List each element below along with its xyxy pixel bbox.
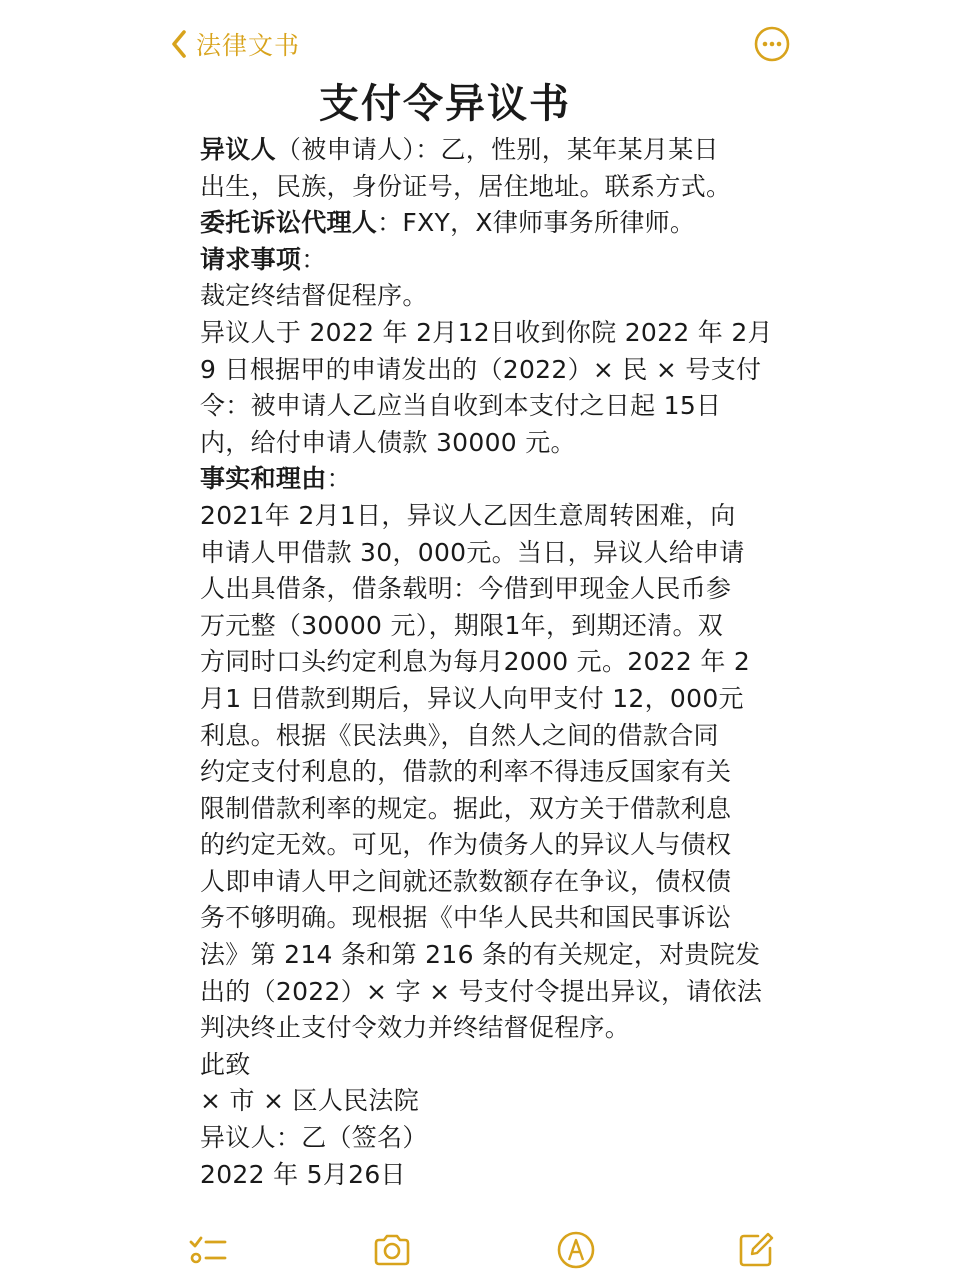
bold-label: 请求事项 [200,244,302,274]
body-line: 人即申请人甲之间就还款数额存在争议，债权债 [200,866,732,896]
checklist-button[interactable] [188,1230,228,1270]
body-line: 限制借款利率的规定。据此，双方关于借款利息 [200,793,732,823]
body-line: 出生，民族，身份证号，居住地址。联系方式。 [200,171,732,201]
body-line [200,205,770,242]
body-line [200,132,770,169]
bottom-toolbar [0,1220,960,1280]
bold-label: 委托诉讼代理人 [200,208,378,238]
body-line: 的约定无效。可见，作为债务人的异议人与债权 [200,830,732,860]
more-ellipsis-icon [754,47,790,66]
body-line: 异议人于 2022 年 2月12日收到你院 2022 年 2月 [200,317,773,347]
body-line: 务不够明确。现根据《中华人民共和国民事诉讼 [200,903,732,933]
body-line: 人出具借条，借条载明：今借到甲现金人民币参 [200,574,732,604]
camera-button[interactable] [372,1230,412,1270]
body-line: 月1 日借款到期后，异议人向甲支付 12，000元 [200,683,744,713]
chevron-left-icon [170,29,188,59]
compose-button[interactable] [736,1230,776,1270]
back-button-label: 法律文书 [196,31,301,60]
body-line: 方同时口头约定利息为每月2000 元。2022 年 2 [200,647,751,677]
body-text: ： [301,244,327,274]
body-line: × 市 × 区人民法院 [200,1086,420,1116]
bold-label: 异议人 [200,135,276,164]
body-line: 令：被申请人乙应当自收到本支付之日起 15日 [200,391,722,421]
body-line [200,242,770,279]
body-line: 判决终止支付令效力并终结督促程序。 [200,1013,631,1043]
body-line: 万元整（30000 元），期限1年，到期还清。双 [200,610,724,640]
body-text: （被申请人）：乙，性别，某年某月某日 [275,135,719,164]
body-line: 出的（2022）× 字 × 号支付令提出异议，请依法 [200,976,763,1006]
body-line: 9 日根据甲的申请发出的（2022）× 民 × 号支付 [200,354,762,384]
body-line: 约定支付利息的，借款的利率不得违反国家有关 [200,757,732,787]
body-line: 2022 年 5月26日 [200,1159,406,1189]
compose-icon [736,1230,776,1270]
body-line: 裁定终结督促程序。 [200,281,428,311]
body-text: ：FXY，X律师事务所律师。 [377,208,696,238]
checklist-icon [188,1230,228,1270]
body-line: 利息。根据《民法典》，自然人之间的借款合同 [200,720,719,750]
body-line: 此致 [200,1049,251,1079]
body-line: 申请人甲借款 30，000元。当日，异议人给申请 [200,537,745,567]
back-button[interactable] [170,22,300,66]
body-line: 内，给付申请人债款 30000 元。 [200,427,576,457]
bold-label: 事实和理由 [200,464,327,494]
markup-pen-icon [556,1230,596,1270]
camera-icon [372,1230,412,1270]
body-line: 异议人：乙（签名） [200,1123,428,1153]
more-button[interactable] [754,26,790,62]
body-text: ： [326,464,352,494]
body-line: 法》第 214 条和第 216 条的有关规定，对贵院发 [200,940,761,970]
top-nav-bar [170,22,780,66]
document-title: 支付令异议书 [319,81,571,127]
note-body[interactable] [200,132,773,1193]
markup-button[interactable] [556,1230,596,1270]
body-line: 2021年 2月1日，异议人乙因生意周转困难，向 [200,500,736,530]
body-line [200,461,770,498]
